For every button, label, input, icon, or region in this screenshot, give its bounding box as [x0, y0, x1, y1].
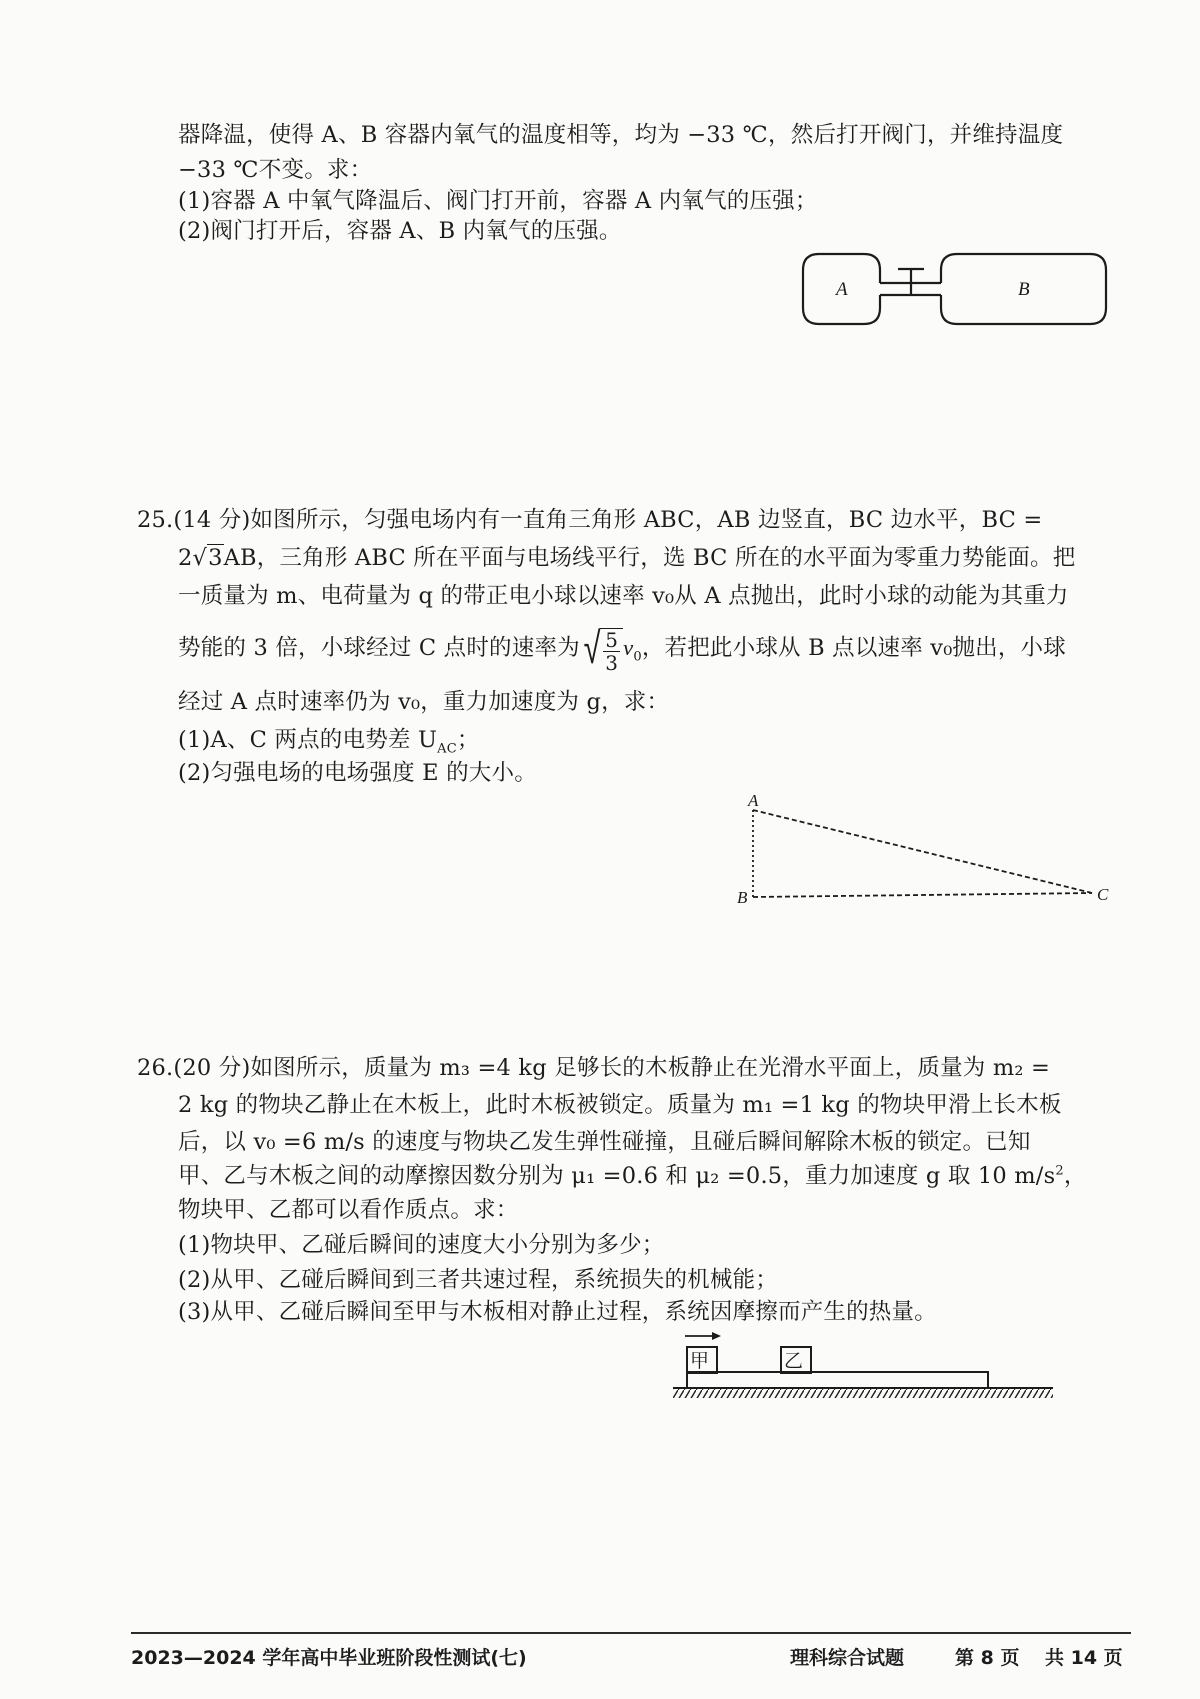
- footer-page-number: 第 8 页: [955, 1647, 1020, 1669]
- q25-line-4-text-b: ，若把此小球从 B 点以速率 v₀抛出，小球: [641, 635, 1066, 661]
- container-b-label: B: [1018, 279, 1030, 300]
- q26-line-3: 后，以 v₀ =6 m/s 的速度与物块乙发生弹性碰撞，且碰后瞬间解除木板的锁定。已知: [178, 1129, 1031, 1155]
- q25-line-5: 经过 A 点时速率仍为 v₀，重力加速度为 g，求：: [178, 689, 670, 715]
- q25-sub-question-2: (2)匀强电场的电场强度 E 的大小。: [178, 760, 537, 786]
- footer-rule: [131, 1632, 1131, 1634]
- velocity-symbol: v: [623, 635, 634, 660]
- wooden-board: [687, 1372, 988, 1388]
- q26-sub-question-1: (1)物块甲、乙碰后瞬间的速度大小分别为多少；: [178, 1232, 665, 1258]
- footer-total-pages: 共 14 页: [1045, 1647, 1123, 1669]
- footer-subject: 理科综合试题: [790, 1647, 905, 1669]
- q24-sub-question-2: (2)阀门打开后，容器 A、B 内氧气的压强。: [178, 218, 622, 244]
- q25-line-3: 一质量为 m、电荷量为 q 的带正电小球以速率 v₀从 A 点抛出，此时小球的动能为其重力: [178, 583, 1069, 609]
- fraction-numerator: 5: [605, 628, 619, 652]
- vertex-a-label: A: [748, 791, 759, 810]
- block-jia-label: 甲: [690, 1350, 710, 1372]
- q26-sub-question-3: (3)从甲、乙碰后瞬间至甲与木板相对静止过程，系统因摩擦而产生的热量。: [178, 1299, 937, 1325]
- exponent: 2: [1055, 1163, 1064, 1179]
- velocity-subscript: 0: [633, 649, 642, 665]
- q26-number: 26.: [137, 1055, 174, 1081]
- vertex-c-label: C: [1097, 885, 1109, 904]
- potential-subscript: AC: [437, 741, 457, 757]
- q24-line-2: −33 ℃不变。求：: [178, 157, 373, 183]
- q26-score: (20 分): [173, 1055, 251, 1081]
- container-a-label: A: [836, 279, 848, 300]
- q26-line-4-text: 甲、乙与木板之间的动摩擦因数分别为 μ₁ =0.6 和 μ₂ =0.5，重力加速度 g 取 10 m/s: [178, 1163, 1056, 1189]
- q25-score: (14 分): [173, 507, 251, 533]
- q26-line-1-text: 如图所示，质量为 m₃ =4 kg 足够长的木板静止在光滑水平面上，质量为 m₂ =: [250, 1055, 1051, 1081]
- sub-question-1-end: ；: [456, 727, 480, 753]
- q25-line-2-text: AB，三角形 ABC 所在平面与电场线平行，选 BC 所在的水平面为零重力势能面。把: [223, 545, 1076, 571]
- sqrt-symbol: √: [192, 545, 208, 571]
- q25-line-4-text-a: 势能的 3 倍，小球经过 C 点时的速率为: [178, 635, 580, 661]
- q24-sub-question-1: (1)容器 A 中氧气降温后、阀门打开前，容器 A 内氧气的压强；: [178, 188, 818, 214]
- footer-exam-title: 2023—2024 学年高中毕业班阶段性测试(七): [131, 1647, 527, 1669]
- coefficient: 2: [178, 545, 193, 571]
- q26-line-4-end: ，: [1063, 1163, 1087, 1189]
- vertex-b-label: B: [737, 888, 748, 907]
- sub-question-1-text: (1)A、C 两点的电势差 U: [178, 727, 438, 753]
- q26-sub-question-2: (2)从甲、乙碰后瞬间到三者共速过程，系统损失的机械能；: [178, 1267, 778, 1293]
- q24-line-1: 器降温，使得 A、B 容器内氧气的温度相等，均为 −33 ℃，然后打开阀门，并维持温度: [178, 122, 1064, 148]
- sqrt-symbol: √: [583, 623, 601, 674]
- block-yi-label: 乙: [784, 1350, 804, 1372]
- sqrt-radicand: 3: [208, 545, 223, 571]
- ground-hatching: [673, 1389, 1053, 1398]
- q25-number: 25.: [137, 507, 174, 533]
- q26-line-5: 物块甲、乙都可以看作质点。求：: [178, 1197, 519, 1223]
- fraction-denominator: 3: [605, 651, 619, 675]
- q25-line-1-text: 如图所示，匀强电场内有一直角三角形 ABC，AB 边竖直，BC 边水平，BC =: [250, 507, 1043, 533]
- q26-line-2: 2 kg 的物块乙静止在木板上，此时木板被锁定。质量为 m₁ =1 kg 的物块甲滑上长木板: [178, 1092, 1062, 1118]
